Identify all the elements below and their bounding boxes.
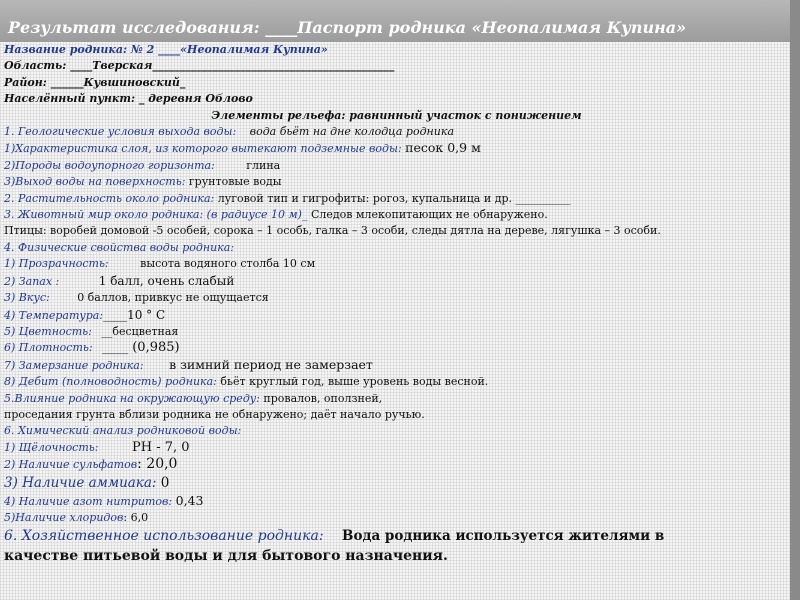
freezing-line: 7) Замерзание родника: в зимний период не замерзает [4, 356, 373, 372]
color-line: 5) Цветность: __бесцветная [4, 324, 179, 338]
chemical-header: 6. Химический анализ родниковой воды: [4, 424, 242, 438]
layer-line: 1)Характеристика слоя, из которого вытекают подземные воды: песок 0,9 м [4, 140, 481, 156]
taste-line: 3) Вкус: 0 баллов, привкус не ощущается [4, 291, 269, 305]
settlement-line: Населённый пункт: _ деревня Облово [4, 92, 253, 106]
aquitard-line: 2)Породы водоупорного горизонта: глина [4, 158, 281, 172]
ammonia-line: 3) Наличие аммиака: 0 [4, 474, 170, 491]
debit-line: 8) Дебит (полноводность) родника: бьёт круглый год, выше уровень воды весной. [4, 375, 489, 389]
slide-title: Результат исследования: ____Паспорт родника «Неопалимая Купина» [8, 18, 687, 37]
temperature-line: 4) Температура:____10 ° C [4, 307, 166, 322]
sulfates-line: 2) Наличие сульфатов: 20,0 [4, 456, 178, 473]
environment-line: 5.Влияние родника на окружающую среду: провалов, оползней, [4, 391, 383, 405]
geology-line: 1. Геологические условия выхода воды: вода бьёт на дне колодца родника [4, 125, 454, 139]
smell-line: 2) Запах : 1 балл, очень слабый [4, 273, 235, 288]
alkalinity-line: 1) Щёлочность: PH - 7, 0 [4, 439, 190, 455]
right-decor-bar [790, 0, 800, 600]
passport-content [4, 42, 789, 566]
environment-line-2: проседания грунта вблизи родника не обнаружено; даёт начало ручью. [4, 407, 425, 421]
economic-use-line: 6. Хозяйственное использование родника: Вода родника используется жителями в [4, 528, 665, 545]
density-line: 6) Плотность: ____ (0,985) [4, 340, 180, 356]
nitrites-line: 4) Наличие азот нитритов: 0,43 [4, 492, 204, 508]
vegetation-line: 2. Растительность около родника: луговой тип и гигрофиты: рогоз, купальница и др. __________ [4, 191, 571, 205]
region-line: Область: ____Тверская____________________________________________ [4, 59, 395, 73]
spring-name-line: Название родника: № 2 ____«Неопалимая Купина» [4, 43, 328, 56]
district-line: Район: ______Кувшиновский_ [4, 75, 186, 89]
economic-use-line-2: качестве питьевой воды и для бытового назначения. [4, 548, 448, 565]
physical-header: 4. Физические свойства воды родника: [4, 240, 235, 254]
relief-line: Элементы рельефа: равнинный участок с понижением [211, 108, 582, 122]
chlorides-line: 5)Наличие хлоридов: 6,0 [4, 510, 149, 524]
fauna-line: 3. Животный мир около родника: (в радиусе 10 м)_ Следов млекопитающих не обнаружено. [4, 208, 548, 222]
transparency-line: 1) Прозрачность: высота водяного столба 10 см [4, 257, 316, 271]
birds-line: Птицы: воробей домовой -5 особей, сорока – 1 особь, галка – 3 особи, следы дятла на дереве, лягушка – 3 особи. [4, 224, 661, 238]
outflow-line: 3)Выход воды на поверхность: грунтовые воды [4, 175, 282, 189]
